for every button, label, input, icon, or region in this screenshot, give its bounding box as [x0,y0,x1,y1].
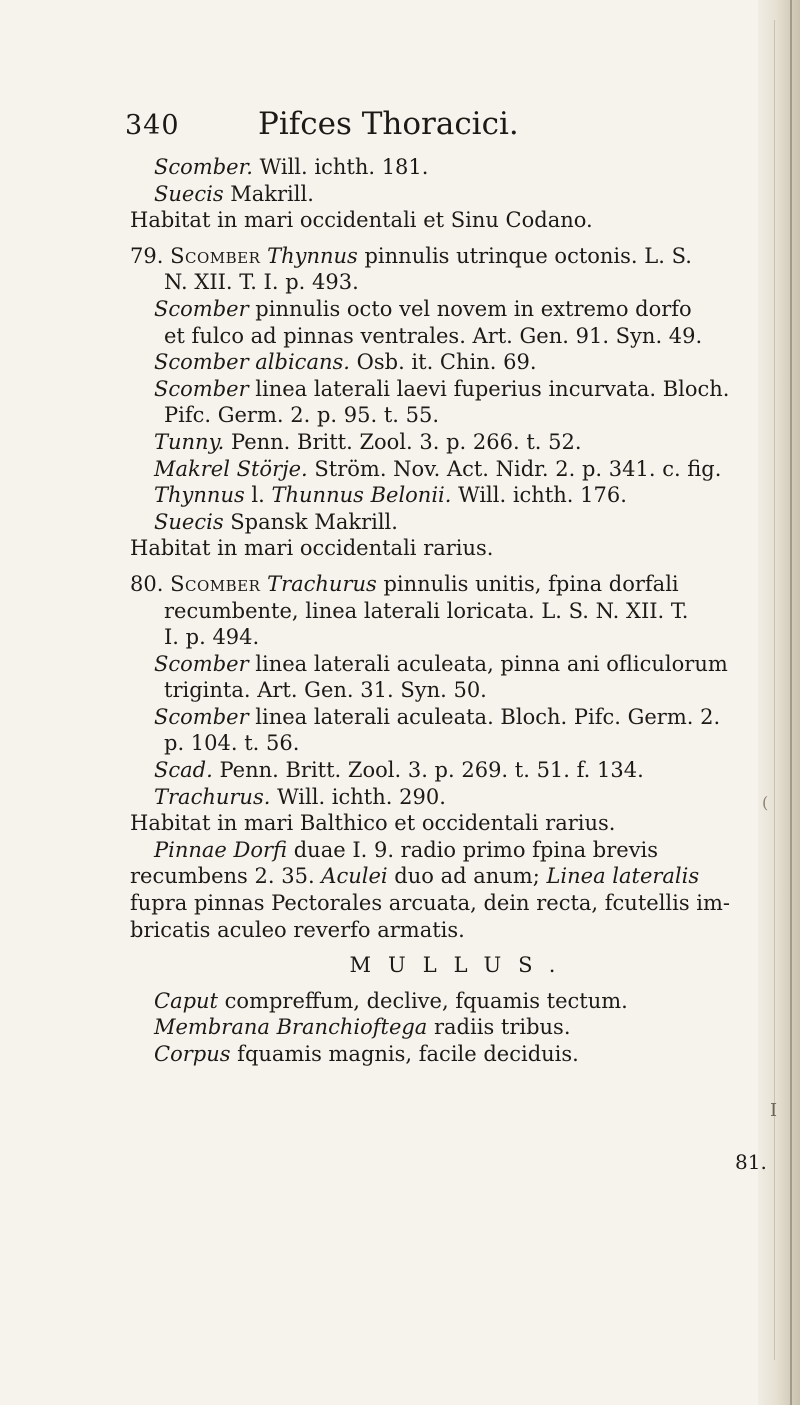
text-segment: recumbens 2. 35. [130,864,322,889]
text-segment: Scomber [170,571,261,596]
text-line [130,757,762,784]
text-segment: Thunnus Belonii. [271,483,452,508]
text-line [130,154,762,181]
text-segment: Tunny. [154,429,225,454]
text-line [130,402,762,429]
text-segment: Linea lateralis [546,864,700,889]
text-segment: Scomber [154,704,249,729]
text-segment: Will. ichth. 290. [270,784,446,809]
text-line [130,243,762,270]
text-segment: fupra pinnas Pectorales arcuata, dein recta, fcutellis im- [130,891,731,916]
text-segment: Corpus [154,1042,231,1066]
margin-mark: ( [762,793,769,812]
text-segment: MULLUS. [349,953,573,978]
text-segment: Will. ichth. 181. [252,155,429,179]
page-number: 340 [125,110,180,141]
page-edge-shadow [758,0,800,1405]
text-line [130,624,762,651]
text-line [130,598,762,625]
text-segment: Makrel Störje. [154,456,308,481]
text-segment: Scomber [154,296,249,321]
text-segment: Caput [154,988,218,1013]
text-line [130,181,762,208]
text-segment: Scomber [154,651,249,676]
text-segment: Suecis [154,181,224,206]
text-line [130,1041,762,1068]
text-line [130,730,762,757]
text-line [130,571,762,598]
text-segment: Scad. [154,758,213,783]
text-segment: Scomber albicans. [154,350,350,375]
genus-heading [130,952,762,979]
page-header [125,106,745,150]
text-line [130,482,762,509]
text-segment: pinnulis utrinque octonis. L. S. [357,243,692,268]
text-segment: radiis tribus. [427,1015,571,1040]
text-segment: linea laterali aculeata, pinna ani ofliculorum [248,651,728,676]
text-segment: 79. [130,243,171,268]
catchword: 81. [735,1150,767,1174]
text-line [130,810,762,837]
text-segment: bricatis aculeo reverfo armatis. [130,917,465,942]
text-segment: Penn. Britt. Zool. 3. p. 269. t. 51. f. 134. [212,758,644,783]
text-segment: pinnulis octo vel novem in extremo dorfo [248,296,692,321]
page-edge-line [790,0,792,1405]
text-segment: N. XII. T. I. p. 493. [164,270,359,295]
text-segment: l. [244,483,272,508]
text-line [130,988,762,1015]
text-segment: Habitat in mari occidentali et Sinu Codano. [130,208,593,233]
page-edge-line-inner [774,20,775,1360]
text-segment: triginta. Art. Gen. 31. Syn. 50. [164,678,487,703]
text-line [130,269,762,296]
text-segment: Osb. it. Chin. 69. [349,350,537,375]
text-segment: 80. [130,571,171,596]
text-line [130,651,762,678]
text-line [130,349,762,376]
line-gap [130,979,762,988]
text-segment: Aculei [321,864,388,889]
text-segment: Habitat in mari Balthico et occidentali rarius. [130,811,616,836]
line-gap [130,234,762,243]
text-segment: Thynnus [267,243,358,268]
text-segment: Spansk Makrill. [223,509,398,534]
text-segment: et fulco ad pinnas ventrales. Art. Gen. 91. Syn. 49. [164,323,703,348]
text-segment: p. 104. t. 56. [164,731,300,756]
text-line [130,376,762,403]
text-segment: Scomber [170,243,261,268]
text-segment: recumbente, linea laterali loricata. L. S. N. XII. T. [164,598,689,623]
text-segment: Trachurus [267,571,377,596]
text-segment: Suecis [154,509,224,534]
text-line [130,704,762,731]
running-title: Pifces Thoracici. [258,106,519,142]
text-line [130,784,762,811]
text-line [130,323,762,350]
text-line [130,429,762,456]
text-segment: pinnulis unitis, fpina dorfali [376,571,679,596]
text-segment: Ström. Nov. Act. Nidr. 2. p. 341. c. fig. [307,456,722,481]
text-segment: duo ad anum; [387,864,547,889]
text-segment: Pinnae Dorfi [154,837,288,862]
text-segment: duae I. 9. radio primo fpina brevis [287,837,659,862]
text-segment: Membrana Branchioftega [154,1015,428,1040]
text-segment: compreffum, declive, fquamis tectum. [218,988,628,1013]
text-line [130,509,762,536]
text-segment: Trachurus. [154,784,271,809]
text-segment: Pifc. Germ. 2. p. 95. t. 55. [164,403,439,428]
page-body-text [130,154,762,1068]
text-segment: Makrill. [223,181,314,206]
text-segment: Penn. Britt. Zool. 3. p. 266. t. 52. [224,429,582,454]
text-line [130,677,762,704]
text-line [130,917,762,944]
text-line [130,890,762,917]
line-gap [130,943,762,952]
text-line [130,456,762,483]
text-line [130,863,762,890]
text-line [130,207,762,234]
text-segment: Habitat in mari occidentali rarius. [130,536,494,561]
text-segment: linea laterali laevi fuperius incurvata. Bloch. [248,376,730,401]
text-segment: Thynnus [154,483,245,508]
text-segment: Will. ichth. 176. [451,483,627,508]
text-segment: Scomber [154,376,249,401]
margin-mark: I [770,1100,778,1121]
text-segment: Scomber. [154,155,253,179]
text-line [130,296,762,323]
text-line [130,535,762,562]
line-gap [130,562,762,571]
text-segment: fquamis magnis, facile deciduis. [230,1042,579,1066]
text-line [130,1014,762,1041]
text-segment: linea laterali aculeata. Bloch. Pifc. Germ. 2. [248,704,721,729]
text-segment: I. p. 494. [164,625,260,650]
text-line [130,837,762,864]
